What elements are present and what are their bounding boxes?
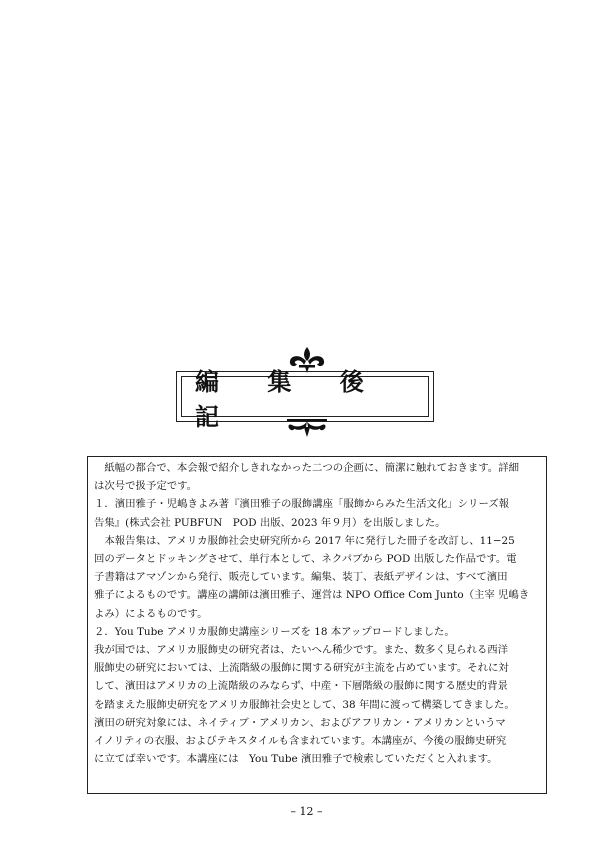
text-line: 雅子によるものです。講座の講師は濱田雅子、運営は NPO Office Com Junto（主宰 児嶋き	[94, 589, 530, 602]
text-line: ２．You Tube アメリカ服飾史講座シリーズを 18 本アップロードしました。	[94, 625, 455, 638]
text-line: １．濱田雅子・児嶋きよみ著『濱田雅子の服飾講座「服飾からみた生活文化」シリーズ報	[94, 498, 510, 511]
text-line: 紙幅の都合で、本会報で紹介しきれなかった二つの企画に、簡潔に触れておきます。詳細	[94, 462, 519, 474]
text-line: 告集』(株式会社 PUBFUN POD 出版、2023 年９月）を出版しました。	[94, 516, 446, 529]
title-frame	[176, 367, 434, 431]
text-line: は次号で扱予定です。	[94, 480, 198, 493]
text-line: して、濱田はアメリカの上流階級のみならず、中産・下層階級の服飾に関する歴史的背景	[94, 680, 508, 693]
text-line: よみ）によるものです。	[94, 607, 208, 620]
text-line: 回のデータとドッキングさせて、単行本として、ネクパブから POD 出版した作品です。電	[94, 553, 517, 566]
editorial-notes-box	[87, 456, 547, 794]
scroll-ornament-icon	[283, 418, 331, 438]
text-line: 本報告集は、アメリカ服飾社会史研究所から 2017 年に発行した冊子を改訂し、11−25	[94, 534, 515, 547]
text-line: 我が国では、アメリカ服飾史の研究者は、たいへん稀少です。また、数多く見られる西洋	[94, 644, 509, 657]
text-line: に立てば幸いです。本講座には You Tube 濱田雅子で検索していただくと入れます。	[94, 753, 498, 766]
page-number: – 12 –	[290, 805, 323, 818]
page-title: 編 集 後 記	[195, 367, 384, 431]
bottom-ornament	[0, 418, 613, 438]
text-line: 濱田の研究対象には、ネイティブ・アメリカン、およびアフリカン・アメリカンというマ	[94, 716, 506, 729]
text-line: 子書籍はアマゾンから発行、販売しています。編集、装丁、表紙デザインは、すべて濱田	[94, 571, 508, 584]
text-line: 服飾史の研究においては、上流階級の服飾に関する研究が主流を占めています。それに対	[94, 662, 509, 675]
text-line: イノリティの衣服、およびテキスタイルも含まれています。本講座が、今後の服飾史研究	[94, 735, 507, 748]
text-line: を踏まえた服飾史研究をアメリカ服飾社会史として、38 年間に渡って構築してきました。	[94, 698, 515, 711]
